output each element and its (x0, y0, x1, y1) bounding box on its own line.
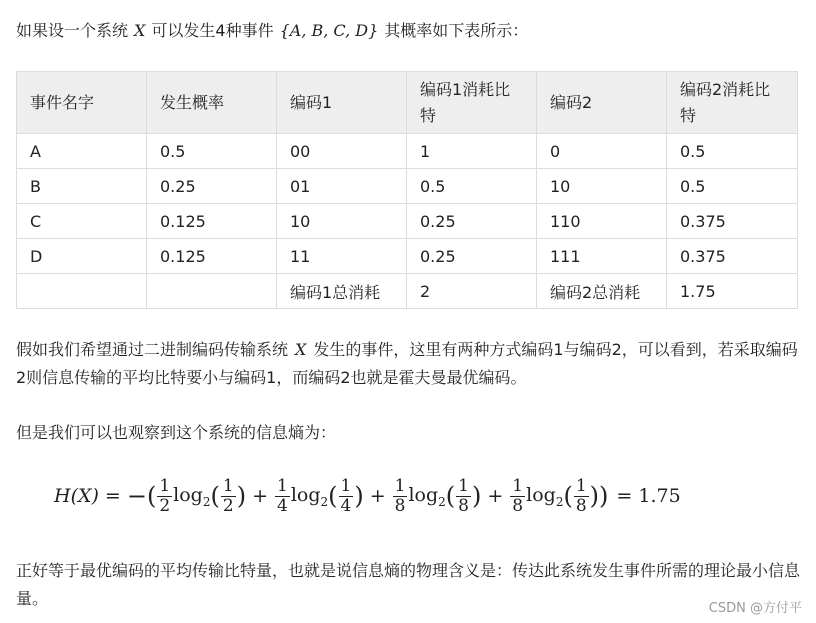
intro-text-middle: 可以发生4种事件 (151, 21, 274, 40)
para2-text: 但是我们可以也观察到这个系统的信息熵为： (16, 423, 337, 442)
table-cell: 10 (537, 169, 667, 204)
table-cell: C (17, 204, 147, 239)
table-cell: 0.125 (147, 239, 277, 274)
table-cell: 11 (277, 239, 407, 274)
table-cell: 0 (537, 134, 667, 169)
log-function: $\log_2$ (290, 483, 329, 509)
table-cell: 01 (277, 169, 407, 204)
header-code2-bits: 编码2消耗比特 (667, 72, 798, 134)
table-cell: 00 (277, 134, 407, 169)
table-cell (17, 274, 147, 309)
arg-fraction: $\frac{1}{8}$ (575, 475, 587, 516)
para1-text-before: 假如我们希望通过二进制编码传输系统 (16, 340, 289, 359)
arg-fraction: $\frac{1}{4}$ (340, 475, 352, 516)
table-cell: 0.25 (407, 204, 537, 239)
coef-fraction: $\frac{1}{2}$ (159, 475, 171, 516)
formula-neg-open: −( (126, 482, 157, 510)
plus-sign: + (487, 485, 504, 507)
csdn-watermark: CSDN @方付平 (708, 601, 802, 616)
encoding-paragraph (16, 336, 806, 392)
code2-total-value: 1.75 (667, 274, 798, 309)
table-cell (147, 274, 277, 309)
system-variable: X (295, 340, 307, 359)
intro-paragraph (16, 17, 806, 45)
code1-total-label: 编码1总消耗 (277, 274, 407, 309)
header-code2: 编码2 (537, 72, 667, 134)
table-cell: B (17, 169, 147, 204)
entropy-formula: H(X) = −( $\frac{1}{2}$ $\log_2$ ( $\frac{1}{2}$ ) + $\frac{1}{4}$ $\log_2$ ( $\frac{1}{4}$ ) + $\frac{1}{8}$ $\log_2$ ( $\frac{1}{8}$ ) + $\frac{1}{8}$ $\log_2$ ( $\frac{1}{8}$ ) ) = 1.75 (54, 475, 681, 516)
header-code1: 编码1 (277, 72, 407, 134)
arg-fraction: $\frac{1}{8}$ (458, 475, 469, 516)
formula-eq: = (104, 485, 121, 507)
log-function: $\log_2$ (408, 483, 446, 509)
entropy-intro-paragraph (16, 419, 806, 447)
table-cell: 0.25 (407, 239, 537, 274)
arg-fraction: $\frac{1}{2}$ (222, 475, 234, 516)
table-cell: 0.5 (407, 169, 537, 204)
system-variable: X (134, 21, 146, 40)
table-row (17, 239, 798, 274)
table-cell: 0.5 (667, 134, 798, 169)
intro-text-before: 如果设一个系统 (16, 21, 129, 40)
formula-lhs: H(X) (54, 485, 99, 507)
probability-table (16, 71, 798, 309)
table-cell: 0.5 (667, 169, 798, 204)
coef-fraction: $\frac{1}{4}$ (276, 475, 288, 516)
plus-sign: + (252, 485, 268, 507)
table-cell: 1 (407, 134, 537, 169)
table-row (17, 134, 798, 169)
table-cell: 10 (277, 204, 407, 239)
header-code1-bits: 编码1消耗比特 (407, 72, 537, 134)
para3-text: 正好等于最优编码的平均传输比特量，也就是说信息熵的物理含义是：传达此系统发生事件所需的理论最小信息量。 (16, 561, 801, 608)
table-row (17, 204, 798, 239)
code2-total-label: 编码2总消耗 (537, 274, 667, 309)
formula-close: ) (599, 482, 609, 510)
table-cell: 0.5 (147, 134, 277, 169)
formula-result: = 1.75 (616, 485, 681, 507)
log-function: $\log_2$ (526, 483, 564, 509)
header-event-name: 事件名字 (17, 72, 147, 134)
code1-total-value: 2 (407, 274, 537, 309)
table-cell: 0.375 (667, 239, 798, 274)
log-function: $\log_2$ (173, 483, 211, 509)
coef-fraction: $\frac{1}{8}$ (394, 475, 406, 516)
table-cell: 111 (537, 239, 667, 274)
intro-text-after: 其概率如下表所示： (384, 21, 529, 40)
para1-text-after: 发生的事件，这里有两种方式编码1与编码2，可以看到，若采取编码2则信息传输的平均比特要小与编码1，而编码2也就是霍夫曼最优编码。 (16, 340, 798, 387)
table-cell: A (17, 134, 147, 169)
table-cell: 0.125 (147, 204, 277, 239)
table-cell: 110 (537, 204, 667, 239)
coef-fraction: $\frac{1}{8}$ (512, 475, 524, 516)
plus-sign: + (369, 485, 386, 507)
table-cell: 0.375 (667, 204, 798, 239)
table-cell: 0.25 (147, 169, 277, 204)
table-row (17, 169, 798, 204)
table-total-row (17, 274, 798, 309)
header-probability: 发生概率 (147, 72, 277, 134)
table-cell: D (17, 239, 147, 274)
table-header-row (17, 72, 798, 134)
event-set: {A, B, C, D} (279, 21, 379, 40)
conclusion-paragraph (16, 557, 806, 613)
